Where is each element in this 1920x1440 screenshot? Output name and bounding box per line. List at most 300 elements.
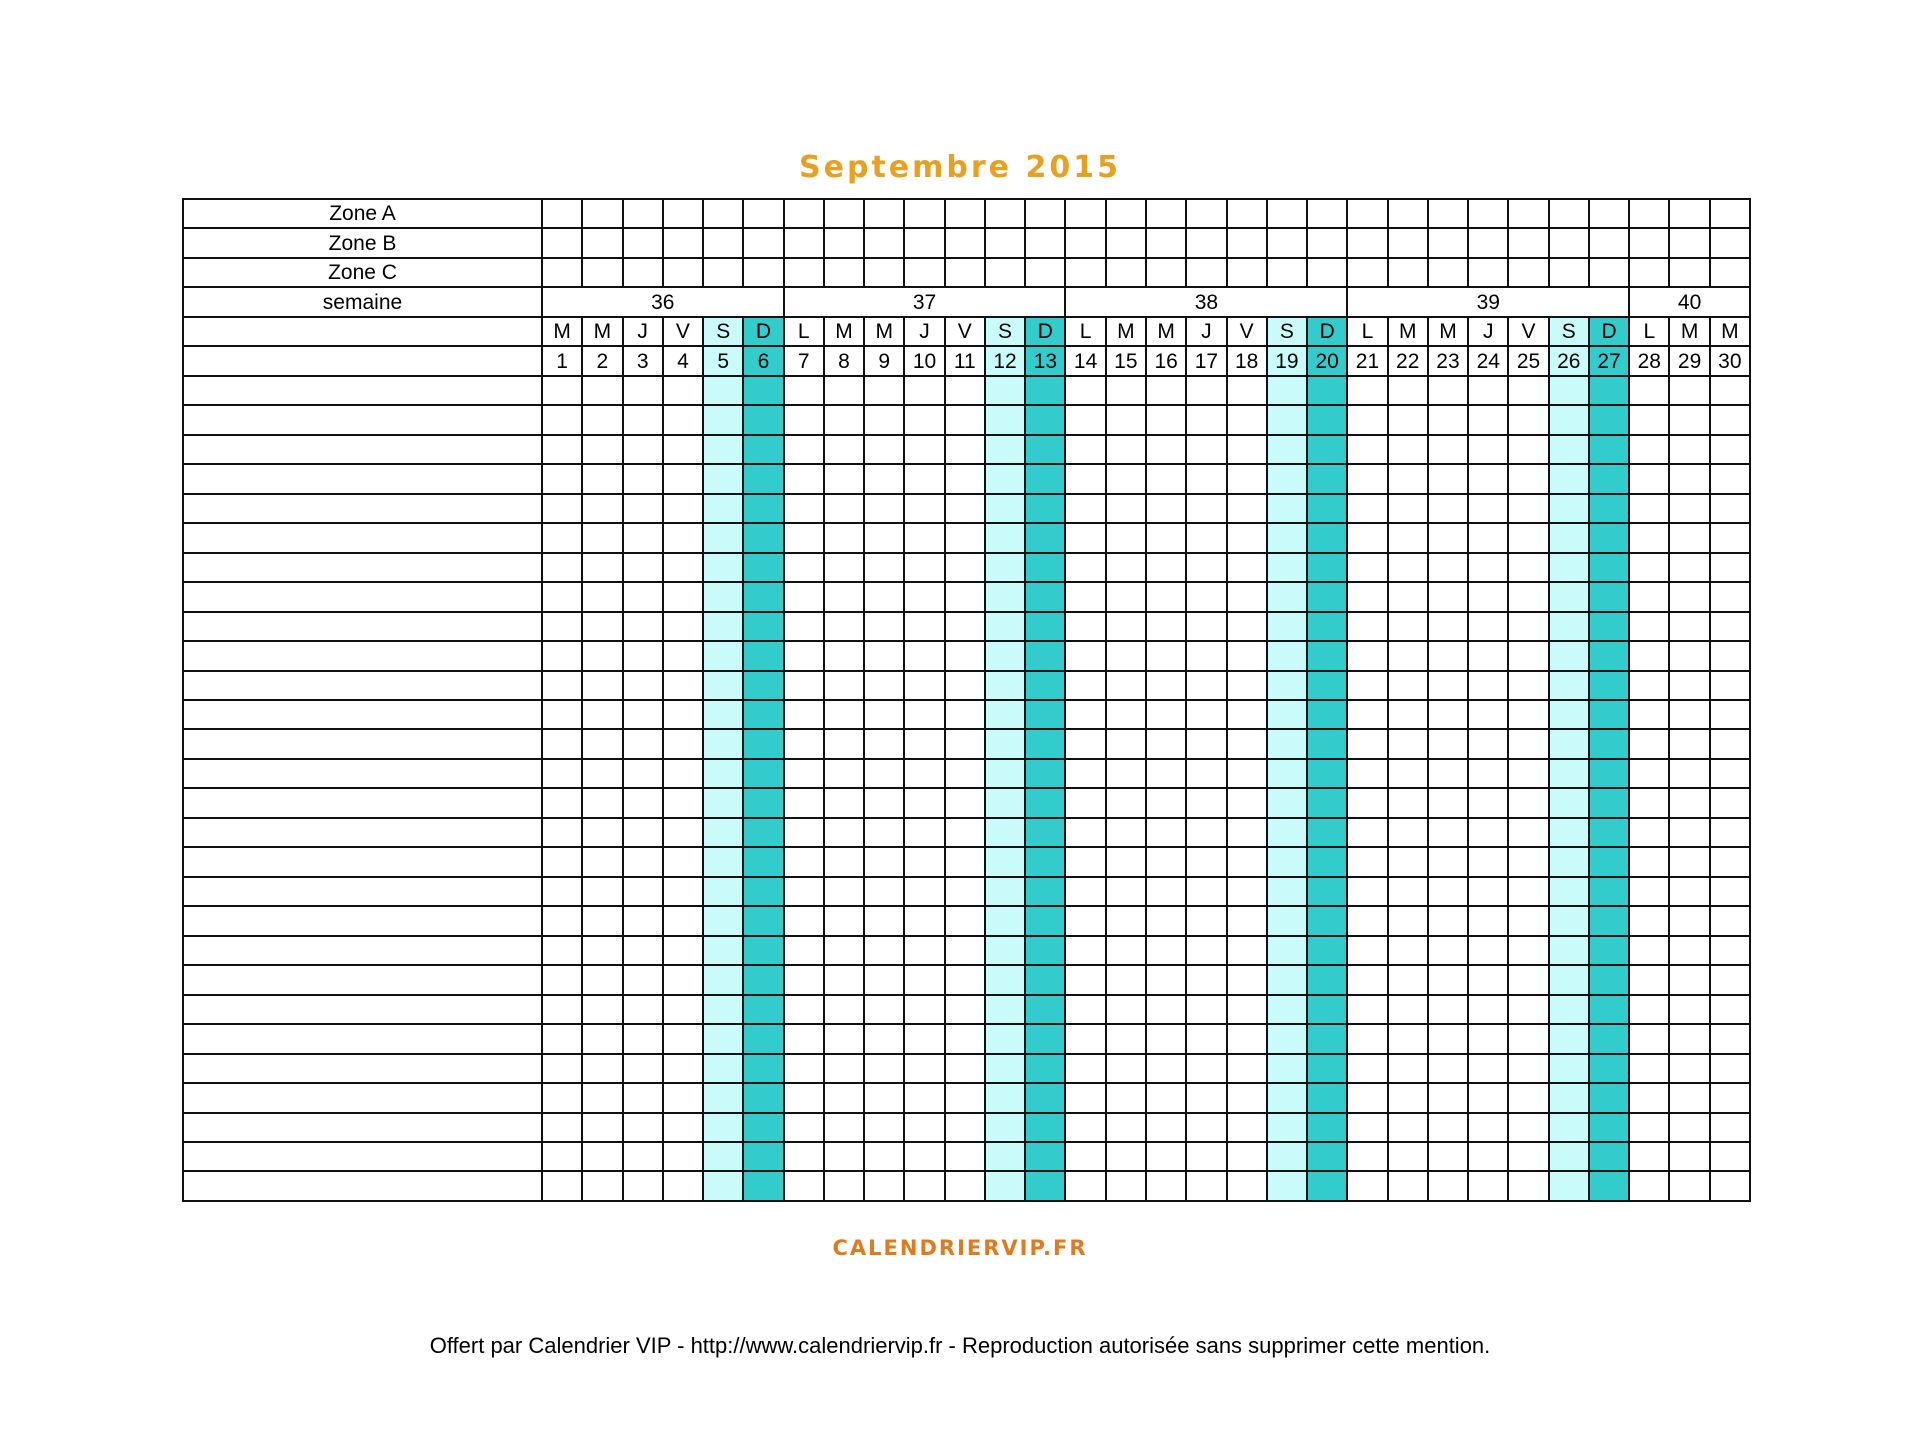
planning-cell[interactable] — [1106, 729, 1146, 758]
zone-cell[interactable] — [623, 228, 663, 257]
planning-cell[interactable] — [1669, 1171, 1709, 1201]
zone-cell[interactable] — [1468, 258, 1508, 287]
planning-cell[interactable] — [663, 494, 703, 523]
zone-cell[interactable] — [1669, 199, 1709, 228]
planning-cell[interactable] — [703, 936, 743, 965]
planning-row-label-cell[interactable] — [183, 1024, 542, 1053]
planning-cell[interactable] — [1146, 376, 1186, 405]
planning-cell[interactable] — [985, 464, 1025, 493]
planning-cell[interactable] — [1629, 671, 1669, 700]
planning-cell[interactable] — [1428, 818, 1468, 847]
planning-cell[interactable] — [623, 1113, 663, 1142]
planning-cell[interactable] — [1065, 612, 1105, 641]
planning-cell[interactable] — [1227, 788, 1267, 817]
planning-cell[interactable] — [1307, 612, 1347, 641]
planning-cell[interactable] — [904, 1083, 944, 1112]
planning-cell[interactable] — [1307, 671, 1347, 700]
planning-cell[interactable] — [1629, 965, 1669, 994]
planning-cell[interactable] — [1025, 553, 1065, 582]
planning-cell[interactable] — [1186, 759, 1226, 788]
planning-cell[interactable] — [1710, 553, 1750, 582]
planning-cell[interactable] — [1589, 376, 1629, 405]
planning-cell[interactable] — [1629, 494, 1669, 523]
planning-cell[interactable] — [1307, 376, 1347, 405]
planning-cell[interactable] — [945, 995, 985, 1024]
planning-cell[interactable] — [1186, 995, 1226, 1024]
planning-cell[interactable] — [1428, 1054, 1468, 1083]
planning-row-label-cell[interactable] — [183, 1142, 542, 1171]
planning-cell[interactable] — [1629, 1142, 1669, 1171]
planning-cell[interactable] — [1388, 464, 1428, 493]
planning-cell[interactable] — [1549, 553, 1589, 582]
planning-cell[interactable] — [1106, 759, 1146, 788]
planning-cell[interactable] — [1307, 523, 1347, 552]
planning-cell[interactable] — [1267, 464, 1307, 493]
planning-cell[interactable] — [985, 376, 1025, 405]
zone-cell[interactable] — [1025, 258, 1065, 287]
planning-cell[interactable] — [945, 1171, 985, 1201]
planning-cell[interactable] — [1508, 729, 1548, 758]
planning-cell[interactable] — [824, 435, 864, 464]
planning-cell[interactable] — [1710, 523, 1750, 552]
zone-cell[interactable] — [1307, 228, 1347, 257]
planning-cell[interactable] — [582, 553, 622, 582]
zone-cell[interactable] — [582, 258, 622, 287]
planning-cell[interactable] — [864, 435, 904, 464]
planning-cell[interactable] — [1589, 759, 1629, 788]
planning-cell[interactable] — [1347, 965, 1387, 994]
planning-cell[interactable] — [985, 788, 1025, 817]
planning-cell[interactable] — [1468, 1054, 1508, 1083]
planning-cell[interactable] — [743, 1024, 783, 1053]
planning-cell[interactable] — [663, 759, 703, 788]
planning-cell[interactable] — [623, 759, 663, 788]
planning-cell[interactable] — [1307, 405, 1347, 434]
planning-cell[interactable] — [824, 1083, 864, 1112]
planning-cell[interactable] — [985, 995, 1025, 1024]
planning-cell[interactable] — [1025, 1024, 1065, 1053]
planning-cell[interactable] — [945, 847, 985, 876]
planning-cell[interactable] — [1388, 1024, 1428, 1053]
planning-cell[interactable] — [784, 671, 824, 700]
planning-cell[interactable] — [1106, 405, 1146, 434]
planning-cell[interactable] — [1508, 376, 1548, 405]
planning-cell[interactable] — [904, 788, 944, 817]
zone-cell[interactable] — [824, 199, 864, 228]
zone-cell[interactable] — [864, 199, 904, 228]
planning-cell[interactable] — [1388, 1083, 1428, 1112]
planning-cell[interactable] — [864, 405, 904, 434]
planning-cell[interactable] — [1227, 671, 1267, 700]
planning-cell[interactable] — [623, 729, 663, 758]
planning-cell[interactable] — [663, 818, 703, 847]
planning-cell[interactable] — [1307, 1054, 1347, 1083]
planning-cell[interactable] — [1549, 906, 1589, 935]
zone-cell[interactable] — [1227, 258, 1267, 287]
planning-cell[interactable] — [864, 612, 904, 641]
planning-cell[interactable] — [1307, 995, 1347, 1024]
planning-cell[interactable] — [1629, 1083, 1669, 1112]
planning-row-label-cell[interactable] — [183, 523, 542, 552]
planning-cell[interactable] — [703, 759, 743, 788]
planning-cell[interactable] — [1065, 523, 1105, 552]
planning-row-label-cell[interactable] — [183, 435, 542, 464]
planning-cell[interactable] — [1428, 1171, 1468, 1201]
planning-cell[interactable] — [945, 435, 985, 464]
planning-cell[interactable] — [1589, 671, 1629, 700]
planning-cell[interactable] — [985, 759, 1025, 788]
planning-cell[interactable] — [904, 906, 944, 935]
planning-cell[interactable] — [663, 553, 703, 582]
planning-cell[interactable] — [1307, 906, 1347, 935]
planning-cell[interactable] — [743, 435, 783, 464]
planning-cell[interactable] — [784, 936, 824, 965]
planning-cell[interactable] — [784, 435, 824, 464]
planning-cell[interactable] — [582, 906, 622, 935]
planning-cell[interactable] — [1106, 494, 1146, 523]
planning-cell[interactable] — [1669, 405, 1709, 434]
planning-cell[interactable] — [623, 523, 663, 552]
planning-cell[interactable] — [824, 906, 864, 935]
planning-cell[interactable] — [824, 759, 864, 788]
planning-cell[interactable] — [1388, 759, 1428, 788]
zone-cell[interactable] — [1589, 199, 1629, 228]
planning-cell[interactable] — [623, 671, 663, 700]
planning-cell[interactable] — [1669, 877, 1709, 906]
planning-cell[interactable] — [1347, 788, 1387, 817]
planning-cell[interactable] — [864, 995, 904, 1024]
planning-cell[interactable] — [1710, 1024, 1750, 1053]
planning-cell[interactable] — [623, 641, 663, 670]
planning-cell[interactable] — [542, 405, 582, 434]
planning-cell[interactable] — [1227, 700, 1267, 729]
planning-cell[interactable] — [784, 818, 824, 847]
planning-cell[interactable] — [1508, 435, 1548, 464]
planning-cell[interactable] — [1549, 405, 1589, 434]
planning-cell[interactable] — [1669, 906, 1709, 935]
planning-cell[interactable] — [1669, 788, 1709, 817]
planning-cell[interactable] — [1669, 376, 1709, 405]
planning-cell[interactable] — [1307, 936, 1347, 965]
planning-cell[interactable] — [1227, 405, 1267, 434]
planning-cell[interactable] — [623, 405, 663, 434]
planning-cell[interactable] — [784, 1113, 824, 1142]
planning-cell[interactable] — [1589, 1083, 1629, 1112]
planning-cell[interactable] — [824, 1024, 864, 1053]
planning-cell[interactable] — [1307, 788, 1347, 817]
zone-cell[interactable] — [824, 228, 864, 257]
zone-cell[interactable] — [1146, 199, 1186, 228]
planning-cell[interactable] — [1669, 612, 1709, 641]
planning-cell[interactable] — [1065, 641, 1105, 670]
planning-cell[interactable] — [1267, 906, 1307, 935]
planning-cell[interactable] — [1025, 1083, 1065, 1112]
planning-cell[interactable] — [1347, 435, 1387, 464]
planning-cell[interactable] — [703, 494, 743, 523]
zone-cell[interactable] — [1065, 199, 1105, 228]
planning-cell[interactable] — [1267, 671, 1307, 700]
planning-cell[interactable] — [1468, 464, 1508, 493]
planning-cell[interactable] — [1428, 464, 1468, 493]
planning-cell[interactable] — [663, 906, 703, 935]
planning-cell[interactable] — [743, 494, 783, 523]
planning-cell[interactable] — [1307, 1142, 1347, 1171]
planning-cell[interactable] — [1428, 965, 1468, 994]
planning-cell[interactable] — [663, 376, 703, 405]
planning-cell[interactable] — [1227, 995, 1267, 1024]
planning-cell[interactable] — [1025, 1113, 1065, 1142]
planning-cell[interactable] — [1629, 847, 1669, 876]
planning-cell[interactable] — [1065, 936, 1105, 965]
planning-cell[interactable] — [1227, 582, 1267, 611]
planning-cell[interactable] — [1267, 1142, 1307, 1171]
planning-cell[interactable] — [1186, 788, 1226, 817]
planning-cell[interactable] — [1307, 582, 1347, 611]
planning-cell[interactable] — [1065, 995, 1105, 1024]
planning-cell[interactable] — [1025, 700, 1065, 729]
planning-cell[interactable] — [542, 1113, 582, 1142]
planning-cell[interactable] — [542, 847, 582, 876]
planning-row-label-cell[interactable] — [183, 464, 542, 493]
planning-cell[interactable] — [824, 847, 864, 876]
zone-cell[interactable] — [1347, 228, 1387, 257]
planning-cell[interactable] — [904, 965, 944, 994]
planning-cell[interactable] — [1549, 641, 1589, 670]
planning-cell[interactable] — [1468, 995, 1508, 1024]
planning-cell[interactable] — [824, 995, 864, 1024]
planning-cell[interactable] — [1388, 671, 1428, 700]
planning-cell[interactable] — [582, 582, 622, 611]
planning-cell[interactable] — [1589, 847, 1629, 876]
planning-cell[interactable] — [1186, 936, 1226, 965]
planning-cell[interactable] — [985, 936, 1025, 965]
planning-cell[interactable] — [1468, 376, 1508, 405]
planning-cell[interactable] — [1347, 405, 1387, 434]
planning-cell[interactable] — [542, 906, 582, 935]
planning-cell[interactable] — [1267, 847, 1307, 876]
planning-cell[interactable] — [703, 405, 743, 434]
planning-cell[interactable] — [743, 729, 783, 758]
zone-cell[interactable] — [904, 199, 944, 228]
planning-cell[interactable] — [945, 965, 985, 994]
planning-cell[interactable] — [824, 494, 864, 523]
planning-cell[interactable] — [1589, 641, 1629, 670]
planning-cell[interactable] — [784, 877, 824, 906]
planning-cell[interactable] — [1388, 995, 1428, 1024]
planning-cell[interactable] — [904, 729, 944, 758]
planning-cell[interactable] — [1267, 818, 1307, 847]
planning-cell[interactable] — [623, 788, 663, 817]
zone-cell[interactable] — [1549, 199, 1589, 228]
planning-cell[interactable] — [623, 464, 663, 493]
planning-cell[interactable] — [1549, 995, 1589, 1024]
planning-cell[interactable] — [1508, 877, 1548, 906]
planning-row-label-cell[interactable] — [183, 936, 542, 965]
planning-cell[interactable] — [1468, 582, 1508, 611]
planning-row-label-cell[interactable] — [183, 671, 542, 700]
planning-cell[interactable] — [663, 995, 703, 1024]
planning-cell[interactable] — [1468, 847, 1508, 876]
planning-cell[interactable] — [1307, 818, 1347, 847]
planning-cell[interactable] — [1347, 1083, 1387, 1112]
planning-cell[interactable] — [703, 1142, 743, 1171]
zone-cell[interactable] — [1428, 228, 1468, 257]
zone-cell[interactable] — [1186, 228, 1226, 257]
planning-cell[interactable] — [1629, 788, 1669, 817]
planning-cell[interactable] — [1106, 376, 1146, 405]
zone-cell[interactable] — [1669, 258, 1709, 287]
planning-cell[interactable] — [1227, 464, 1267, 493]
planning-cell[interactable] — [542, 671, 582, 700]
planning-cell[interactable] — [1267, 788, 1307, 817]
planning-row-label-cell[interactable] — [183, 582, 542, 611]
planning-cell[interactable] — [864, 641, 904, 670]
planning-cell[interactable] — [1065, 759, 1105, 788]
zone-cell[interactable] — [743, 228, 783, 257]
planning-cell[interactable] — [985, 1142, 1025, 1171]
planning-cell[interactable] — [542, 936, 582, 965]
planning-cell[interactable] — [945, 523, 985, 552]
zone-cell[interactable] — [663, 199, 703, 228]
zone-cell[interactable] — [864, 258, 904, 287]
planning-cell[interactable] — [1267, 494, 1307, 523]
planning-cell[interactable] — [1549, 1054, 1589, 1083]
planning-cell[interactable] — [1468, 1113, 1508, 1142]
planning-cell[interactable] — [582, 376, 622, 405]
zone-cell[interactable] — [1227, 228, 1267, 257]
planning-cell[interactable] — [663, 965, 703, 994]
planning-cell[interactable] — [1025, 877, 1065, 906]
planning-cell[interactable] — [1468, 729, 1508, 758]
planning-row-label-cell[interactable] — [183, 965, 542, 994]
planning-cell[interactable] — [1025, 965, 1065, 994]
planning-cell[interactable] — [1307, 435, 1347, 464]
planning-cell[interactable] — [623, 494, 663, 523]
planning-cell[interactable] — [1388, 376, 1428, 405]
planning-cell[interactable] — [1227, 376, 1267, 405]
planning-cell[interactable] — [784, 464, 824, 493]
planning-cell[interactable] — [824, 729, 864, 758]
planning-cell[interactable] — [864, 965, 904, 994]
planning-cell[interactable] — [703, 464, 743, 493]
planning-row-label-cell[interactable] — [183, 818, 542, 847]
planning-cell[interactable] — [864, 553, 904, 582]
planning-cell[interactable] — [1669, 818, 1709, 847]
planning-cell[interactable] — [985, 729, 1025, 758]
planning-cell[interactable] — [1549, 1024, 1589, 1053]
planning-cell[interactable] — [945, 494, 985, 523]
planning-cell[interactable] — [1347, 1054, 1387, 1083]
planning-cell[interactable] — [582, 818, 622, 847]
planning-cell[interactable] — [1267, 1113, 1307, 1142]
planning-cell[interactable] — [864, 788, 904, 817]
planning-cell[interactable] — [1307, 847, 1347, 876]
planning-cell[interactable] — [1146, 464, 1186, 493]
planning-cell[interactable] — [1347, 612, 1387, 641]
planning-cell[interactable] — [1186, 1171, 1226, 1201]
planning-cell[interactable] — [1549, 965, 1589, 994]
planning-cell[interactable] — [1508, 1142, 1548, 1171]
planning-cell[interactable] — [663, 1054, 703, 1083]
zone-cell[interactable] — [1025, 228, 1065, 257]
planning-cell[interactable] — [945, 1024, 985, 1053]
planning-cell[interactable] — [1146, 936, 1186, 965]
planning-cell[interactable] — [542, 523, 582, 552]
planning-cell[interactable] — [1025, 759, 1065, 788]
planning-cell[interactable] — [1186, 700, 1226, 729]
planning-cell[interactable] — [1106, 906, 1146, 935]
planning-cell[interactable] — [743, 671, 783, 700]
planning-cell[interactable] — [703, 641, 743, 670]
planning-cell[interactable] — [1146, 523, 1186, 552]
planning-cell[interactable] — [1025, 729, 1065, 758]
planning-cell[interactable] — [1347, 1113, 1387, 1142]
planning-cell[interactable] — [1065, 818, 1105, 847]
planning-cell[interactable] — [1388, 729, 1428, 758]
planning-cell[interactable] — [1710, 759, 1750, 788]
planning-cell[interactable] — [1589, 1171, 1629, 1201]
planning-cell[interactable] — [1710, 1083, 1750, 1112]
planning-cell[interactable] — [1669, 1113, 1709, 1142]
planning-cell[interactable] — [582, 1024, 622, 1053]
planning-cell[interactable] — [663, 612, 703, 641]
planning-cell[interactable] — [1146, 435, 1186, 464]
planning-cell[interactable] — [1186, 965, 1226, 994]
planning-cell[interactable] — [1589, 553, 1629, 582]
planning-cell[interactable] — [1065, 788, 1105, 817]
zone-cell[interactable] — [1106, 228, 1146, 257]
planning-cell[interactable] — [542, 700, 582, 729]
planning-cell[interactable] — [904, 582, 944, 611]
planning-cell[interactable] — [1710, 847, 1750, 876]
planning-cell[interactable] — [542, 1054, 582, 1083]
zone-cell[interactable] — [1065, 228, 1105, 257]
zone-cell[interactable] — [1267, 258, 1307, 287]
planning-cell[interactable] — [1307, 1024, 1347, 1053]
planning-cell[interactable] — [1106, 700, 1146, 729]
planning-cell[interactable] — [1307, 1171, 1347, 1201]
planning-cell[interactable] — [945, 936, 985, 965]
planning-cell[interactable] — [743, 700, 783, 729]
planning-cell[interactable] — [904, 405, 944, 434]
planning-cell[interactable] — [582, 729, 622, 758]
planning-cell[interactable] — [1146, 1171, 1186, 1201]
planning-cell[interactable] — [1227, 1142, 1267, 1171]
planning-cell[interactable] — [1388, 788, 1428, 817]
zone-cell[interactable] — [542, 258, 582, 287]
zone-cell[interactable] — [1629, 199, 1669, 228]
planning-cell[interactable] — [1589, 1024, 1629, 1053]
planning-cell[interactable] — [1146, 405, 1186, 434]
planning-cell[interactable] — [1186, 1113, 1226, 1142]
planning-cell[interactable] — [703, 1113, 743, 1142]
planning-cell[interactable] — [1508, 582, 1548, 611]
planning-cell[interactable] — [743, 1054, 783, 1083]
planning-cell[interactable] — [1186, 818, 1226, 847]
planning-cell[interactable] — [1347, 494, 1387, 523]
planning-cell[interactable] — [1468, 700, 1508, 729]
planning-cell[interactable] — [824, 376, 864, 405]
planning-cell[interactable] — [1186, 582, 1226, 611]
planning-cell[interactable] — [904, 995, 944, 1024]
planning-cell[interactable] — [945, 641, 985, 670]
planning-cell[interactable] — [784, 1054, 824, 1083]
planning-cell[interactable] — [1710, 641, 1750, 670]
planning-cell[interactable] — [1025, 464, 1065, 493]
zone-cell[interactable] — [1267, 199, 1307, 228]
planning-cell[interactable] — [663, 1171, 703, 1201]
planning-cell[interactable] — [1267, 405, 1307, 434]
